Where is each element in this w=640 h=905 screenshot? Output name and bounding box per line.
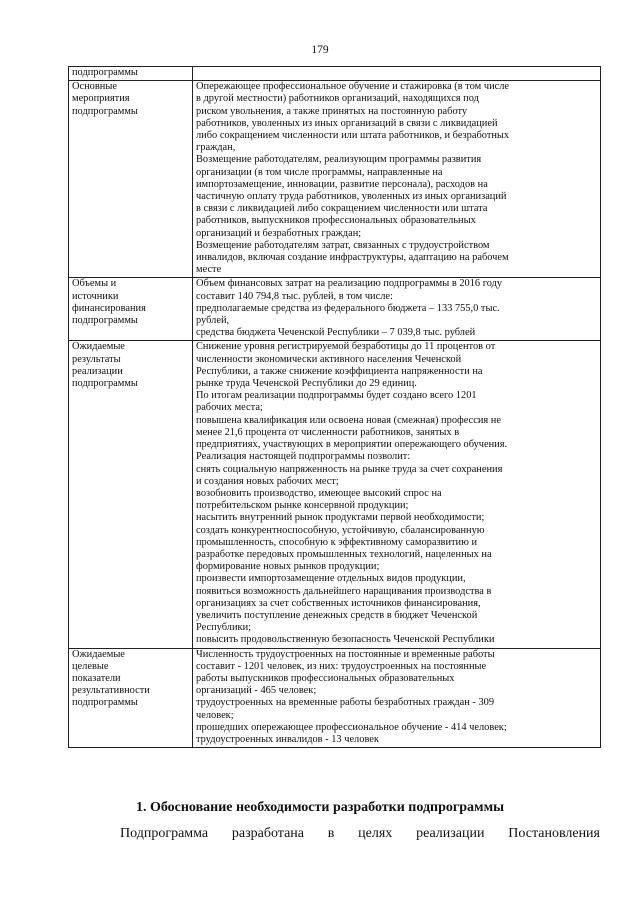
content-line: потребительском рынке консервной продукции; [196, 500, 409, 512]
label-line: Объемы и [72, 278, 117, 290]
table-row-subprogram-tail [69, 67, 601, 81]
content-line: месте [196, 264, 222, 276]
label-line: реализации [72, 365, 123, 377]
content-line: менее 21,6 процента от численности работников, занятых в [196, 426, 460, 438]
table-row-expected-results [69, 341, 601, 648]
content-line: либо сокращением численности или штата работников, и безработных [196, 130, 510, 142]
content-line: Возмещение работодателям затрат, связанных с трудоустройством [196, 239, 490, 251]
content-line: средства бюджета Чеченской Республики – 7 039,8 тыс. рублей [196, 327, 476, 339]
content-line: в другой местности) работников организаций, находящихся под [196, 93, 479, 105]
content-line: предприятиях, участвующих в мероприятии опережающего обучения. [196, 439, 508, 451]
content-line: предполагаемые средства из федерального бюджета – 133 755,0 тыс. [196, 302, 500, 314]
content-cell [193, 67, 601, 81]
content-line: трудоустроенных инвалидов - 13 человек [196, 733, 379, 745]
content-line: произвести импортозамещение отдельных видов продукции, [196, 573, 466, 585]
label-line: Ожидаемые [72, 648, 125, 660]
content-line: рынке труда Чеченской Республики до 29 единиц. [196, 378, 417, 390]
content-line: организаций и безработных граждан; [196, 227, 362, 239]
content-line: Реализация настоящей подпрограммы позволит: [196, 451, 411, 463]
label-line: подпрограммы [72, 315, 138, 327]
label-cell [69, 341, 193, 648]
page-number: 179 [311, 44, 329, 56]
content-line: создать конкурентноспособную, устойчивую, сбалансированную [196, 524, 485, 536]
content-line: прошедших опережающее профессиональное обучение - 414 человек; [196, 721, 507, 733]
content-line: рублей, [196, 315, 230, 327]
content-line: появиться возможность дальнейшего наращивания производства в [196, 585, 492, 597]
content-line: работников, уволенных из иных организаций в связи с ликвидацией [196, 117, 498, 129]
table-row-target-indicators [69, 648, 601, 748]
content-line: человек; [196, 709, 234, 721]
section-heading: 1. Обоснование необходимости разработки подпрограммы [135, 800, 505, 815]
content-line: граждан, [196, 142, 236, 154]
label-cell [69, 648, 193, 748]
content-line: повышена квалификация или освоена новая (смежная) профессия не [196, 414, 501, 426]
content-line: повысить продовольственную безопасность Чеченской Республики [196, 634, 495, 646]
content-line: Численность трудоустроенных на постоянные и временные работы [196, 648, 495, 660]
content-line: в связи с ликвидацией либо сокращением численности или штата [196, 203, 488, 215]
table-row-funding [69, 278, 601, 341]
label-line: целевые [72, 660, 109, 672]
content-line: составит 140 794,8 тыс. рублей, в том числе: [196, 290, 393, 302]
content-line: насытить внутренний рынок продуктами первой необходимости; [196, 512, 485, 524]
content-line: организациях за счет собственных источников финансирования, [196, 597, 481, 609]
label-line: финансирования [72, 302, 146, 314]
content-line: снять социальную напряженность на рынке труда за счет сохранения [196, 463, 503, 475]
content-line: Республики, а также снижение коэффициента напряженности на [196, 365, 483, 377]
label-cell [69, 278, 193, 341]
label-line: результаты [72, 353, 121, 365]
content-line: трудоустроенных на временные работы безработных граждан - 309 [196, 697, 495, 709]
content-line: формирование новых рынков продукции; [196, 561, 380, 573]
content-line: промышленность, способную к эффективному саморазвитию и [196, 536, 478, 548]
content-line: работы выпускников профессиональных образовательных [196, 672, 455, 684]
content-line: возобновить производство, имеющее высокий спрос на [196, 487, 442, 499]
content-line: инвалидов, включая создание инфраструктуры, адаптацию на рабочем [196, 252, 509, 264]
label-line: показатели [72, 672, 121, 684]
label-line: мероприятия [72, 93, 130, 105]
label-cell [69, 67, 193, 81]
content-cell [193, 648, 601, 748]
content-line: организаций - 465 человек; [196, 685, 317, 697]
label-line: Ожидаемые [72, 341, 125, 353]
content-line: частичную оплату труда работников, уволенных из иных организаций [196, 191, 507, 203]
content-line: риском увольнения, а также принятых на постоянную работу [196, 105, 468, 117]
content-line: По итогам реализации подпрограммы будет создано всего 1201 [196, 390, 477, 402]
label-line: Основные [72, 81, 117, 93]
content-line: рабочих места; [196, 402, 263, 414]
label-line: источники [72, 290, 119, 302]
content-line: численности экономически активного населения Чеченской [196, 353, 462, 365]
table-body [69, 67, 601, 748]
body-paragraph: Подпрограмма разработана в целях реализации Постановления [120, 826, 600, 841]
content-line: организации (в том числе программы, направленные на [196, 166, 443, 178]
content-line: Возмещение работодателям, реализующим программы развития [196, 154, 482, 166]
content-line [196, 67, 597, 79]
content-line: работников, выпускников профессиональных образовательных [196, 215, 476, 227]
content-cell [193, 278, 601, 341]
label-line: подпрограммы [72, 697, 138, 709]
content-line: Опережающее профессиональное обучение и стажировка (в том числе [196, 81, 510, 93]
content-line: Снижение уровня регистрируемой безработицы до 11 процентов от [196, 341, 496, 353]
label-line: результативности [72, 685, 150, 697]
content-cell [193, 81, 601, 278]
table-row-main-activities [69, 81, 601, 278]
content-line: Объем финансовых затрат на реализацию подпрограммы в 2016 году [196, 278, 503, 290]
content-line: увеличить поступление денежных средств в бюджет Чеченской [196, 609, 478, 621]
content-line: составит - 1201 человек, из них: трудоустроенных на постоянные [196, 660, 487, 672]
label-line: подпрограммы [72, 67, 138, 78]
label-line: подпрограммы [72, 378, 138, 390]
content-line: и создания новых рабочих мест; [196, 475, 339, 487]
label-cell [69, 81, 193, 278]
subprogram-passport-table [68, 66, 601, 748]
content-cell [193, 341, 601, 648]
label-line: подпрограммы [72, 105, 138, 117]
content-line: Республики; [196, 622, 252, 634]
content-line: импортозамещение, инновации, развитие персонала), расходов на [196, 178, 488, 190]
content-line: разработке передовых промышленных технологий, нацеленных на [196, 548, 492, 560]
